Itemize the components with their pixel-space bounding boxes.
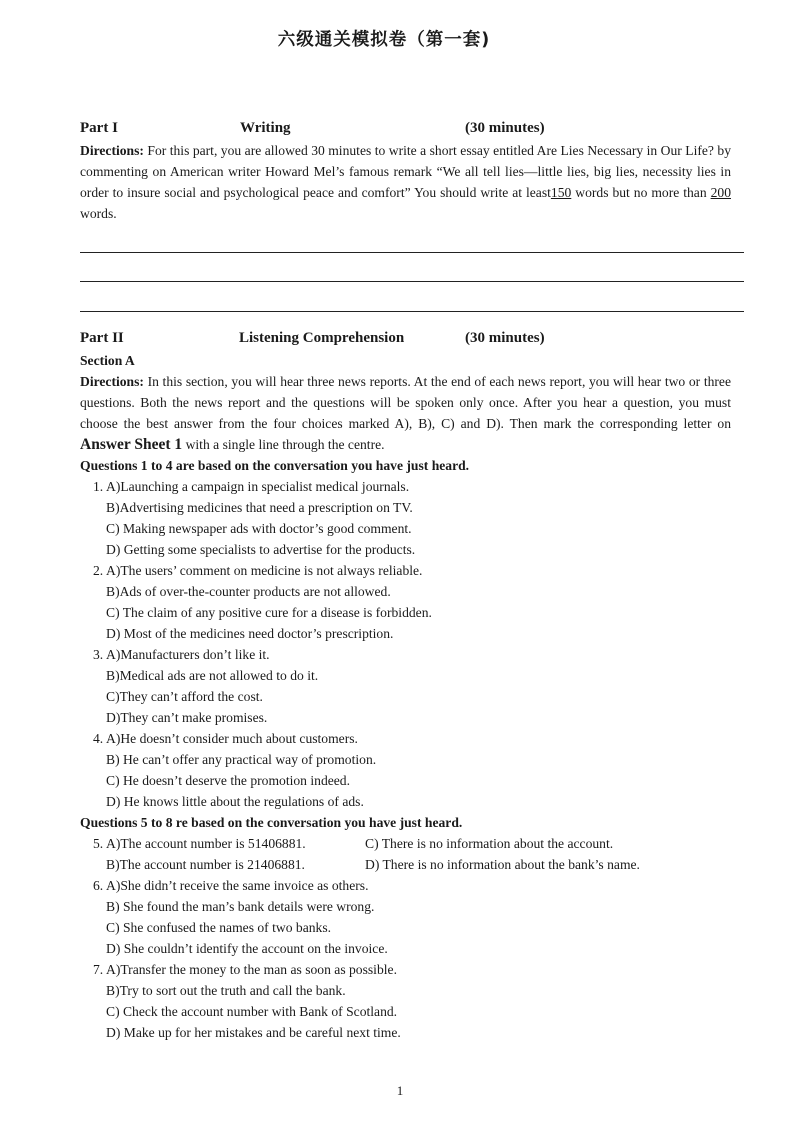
part1-time: (30 minutes) bbox=[465, 120, 545, 136]
exam-title: 六级通关模拟卷（第一套) bbox=[277, 30, 491, 50]
question-1-option-b: B)Advertising medicines that need a prescription on TV. bbox=[106, 500, 413, 515]
part1-directions-text-2: words but no more than bbox=[571, 185, 711, 200]
section-a-label: Section A bbox=[80, 353, 135, 368]
writing-line-2 bbox=[80, 281, 744, 282]
question-3-option-b: B)Medical ads are not allowed to do it. bbox=[106, 668, 319, 683]
part2-directions bbox=[80, 371, 731, 455]
question-3-option-a: A)Manufacturers don’t like it. bbox=[106, 647, 270, 662]
questions-5-8-heading: Questions 5 to 8 re based on the conversation you have just heard. bbox=[80, 815, 463, 830]
questions-1-4-heading: Questions 1 to 4 are based on the conversation you have just heard. bbox=[80, 458, 470, 473]
max-words: 200 bbox=[710, 185, 731, 200]
question-3-option-d: D)They can’t make promises. bbox=[106, 710, 268, 725]
question-3-number: 3. bbox=[93, 647, 104, 662]
part1-label: Part I bbox=[80, 120, 118, 136]
question-6-option-d: D) She couldn’t identify the account on the invoice. bbox=[106, 941, 388, 956]
part2-directions-text-1: In this section, you will hear three news reports. At the end of each news report, you will hear two or three questions. Both the news report and the questions will be spoken only once. After you hear a question, you must choose the best answer from the four choices marked A), B), C) and D). Then mark the corresponding letter on bbox=[80, 374, 731, 431]
question-6-option-a: A)She didn’t receive the same invoice as others. bbox=[106, 878, 369, 893]
question-1-number: 1. bbox=[93, 479, 104, 494]
question-2-option-b: B)Ads of over-the-counter products are not allowed. bbox=[106, 584, 391, 599]
question-5-number: 5. bbox=[93, 836, 104, 851]
question-7-option-c: C) Check the account number with Bank of Scotland. bbox=[106, 1004, 398, 1019]
question-5-option-d: D) There is no information about the bank’s name. bbox=[365, 857, 640, 872]
part1-directions-text-3: words. bbox=[80, 206, 117, 221]
question-4-option-d: D) He knows little about the regulations of ads. bbox=[106, 794, 364, 809]
question-3-option-c: C)They can’t afford the cost. bbox=[106, 689, 263, 704]
question-2-option-a: A)The users’ comment on medicine is not always reliable. bbox=[106, 563, 423, 578]
part2-name: Listening Comprehension bbox=[239, 330, 405, 346]
question-7-option-d: D) Make up for her mistakes and be careful next time. bbox=[106, 1025, 401, 1040]
part1-directions-label: Directions: bbox=[80, 143, 144, 158]
question-6-number: 6. bbox=[93, 878, 104, 893]
part1-directions-text-1: For this part, you are allowed 30 minutes to write a short essay entitled Are Lies Necessary in Our Life? by commenting on American writer Howard Mel’s famous remark “We all tell lies—little lies, big lies, necessity lies in order to insure social and psychological peace and comfort” You should write at least bbox=[80, 143, 731, 200]
question-2-option-d: D) Most of the medicines need doctor’s prescription. bbox=[106, 626, 394, 641]
question-5-option-b: B)The account number is 21406881. bbox=[106, 857, 305, 872]
part2-label: Part II bbox=[80, 330, 124, 346]
question-1-option-a: A)Launching a campaign in specialist medical journals. bbox=[106, 479, 410, 494]
writing-line-3 bbox=[80, 311, 744, 312]
page-number: 1 bbox=[396, 1083, 404, 1098]
question-2-option-c: C) The claim of any positive cure for a disease is forbidden. bbox=[106, 605, 432, 620]
answer-sheet-label: Answer Sheet 1 bbox=[80, 436, 183, 453]
question-7-option-a: A)Transfer the money to the man as soon as possible. bbox=[106, 962, 397, 977]
part2-directions-text-2: with a single line through the centre. bbox=[182, 437, 385, 452]
part1-header bbox=[80, 120, 732, 140]
part1-name: Writing bbox=[240, 120, 291, 136]
question-6-option-c: C) She confused the names of two banks. bbox=[106, 920, 332, 935]
question-5-option-a: A)The account number is 51406881. bbox=[106, 836, 306, 851]
question-4-option-c: C) He doesn’t deserve the promotion indeed. bbox=[106, 773, 350, 788]
question-5-option-c: C) There is no information about the account. bbox=[365, 836, 614, 851]
part2-header bbox=[80, 330, 732, 350]
writing-line-1 bbox=[80, 252, 744, 253]
question-4-option-a: A)He doesn’t consider much about customers. bbox=[106, 731, 358, 746]
part2-directions-label: Directions: bbox=[80, 374, 144, 389]
question-6-option-b: B) She found the man’s bank details were wrong. bbox=[106, 899, 375, 914]
question-1-option-c: C) Making newspaper ads with doctor’s good comment. bbox=[106, 521, 412, 536]
min-words: 150 bbox=[550, 185, 572, 200]
question-2-number: 2. bbox=[93, 563, 104, 578]
part2-time: (30 minutes) bbox=[465, 330, 545, 346]
question-4-number: 4. bbox=[93, 731, 104, 746]
question-4-option-b: B) He can’t offer any practical way of promotion. bbox=[106, 752, 377, 767]
question-1-option-d: D) Getting some specialists to advertise for the products. bbox=[106, 542, 416, 557]
question-7-option-b: B)Try to sort out the truth and call the bank. bbox=[106, 983, 346, 998]
question-7-number: 7. bbox=[93, 962, 104, 977]
part1-directions bbox=[80, 140, 731, 224]
